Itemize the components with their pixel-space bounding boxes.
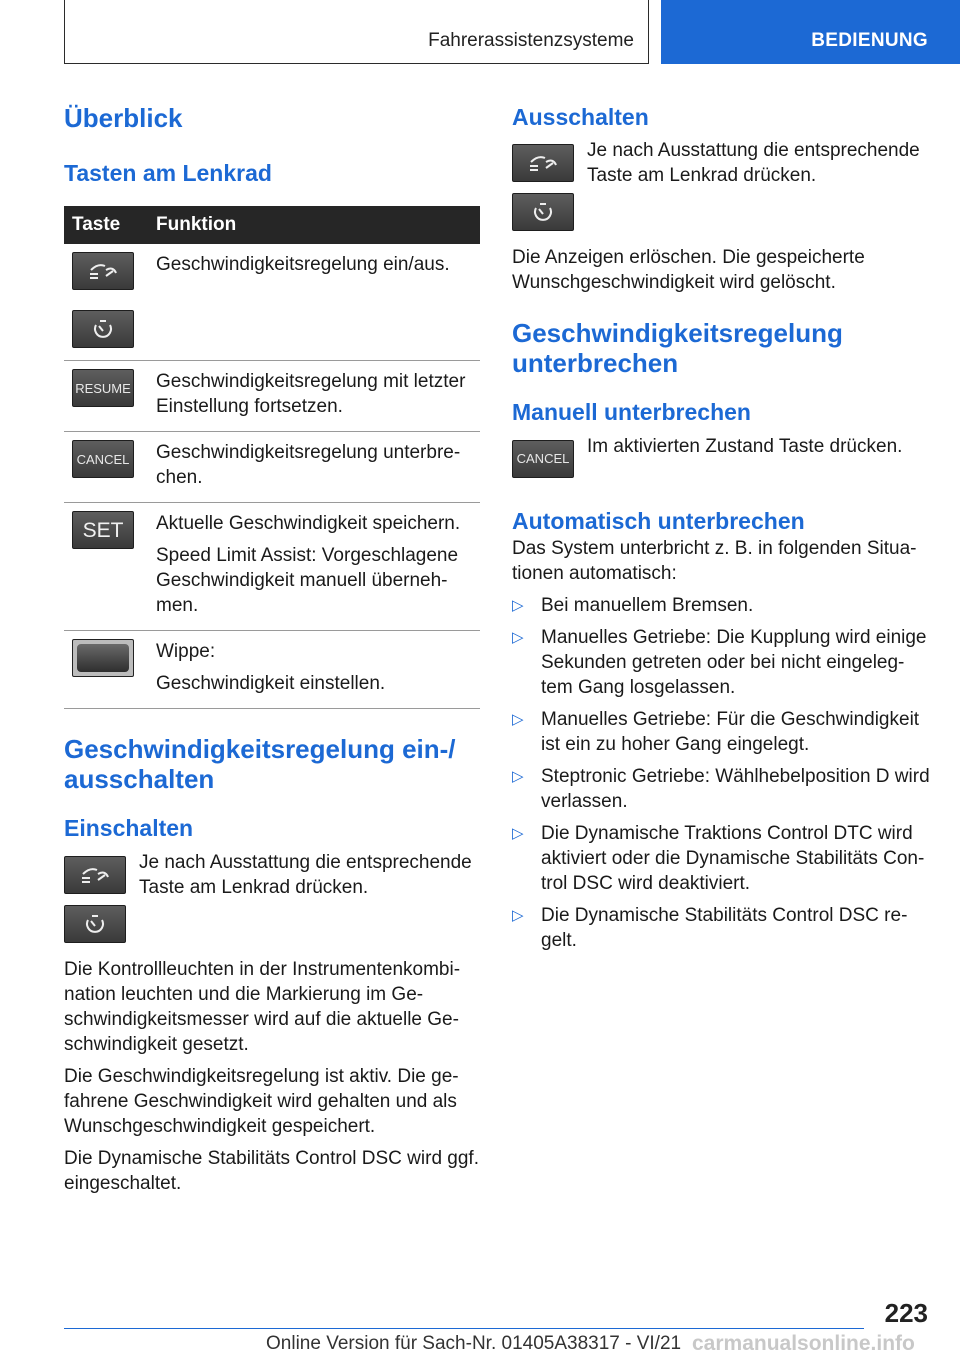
bullet-triangle-icon: ▷ xyxy=(512,907,524,925)
switch-off-instruction xyxy=(512,140,930,231)
paragraph: Das System unterbricht z. B. in folgenden Situa-tionen automatisch: xyxy=(512,538,917,585)
function-text: Geschwindigkeitsregelung ein/aus. xyxy=(156,254,450,276)
footer-version: Online Version für Sach-Nr. 01405A38317 - VI/21 xyxy=(266,1333,682,1354)
heading-steering-wheel-buttons: Tasten am Lenkrad xyxy=(64,159,272,186)
cancel-button-image: CANCEL xyxy=(72,440,134,478)
footer-divider xyxy=(64,1328,864,1329)
bullet-triangle-icon: ▷ xyxy=(512,825,524,843)
bullet-triangle-icon: ▷ xyxy=(512,597,524,615)
table-row xyxy=(64,244,480,361)
instruction-text: Je nach Ausstattung die entsprechende Taste am Lenkrad drücken. xyxy=(587,140,920,187)
interrupt-situations-list xyxy=(512,593,930,953)
paragraph: Die Kontrollleuchten in der Instrumentenkombi-nation leuchten und die Markierung im Ge-schwindigkeitsmesser wird auf die aktuelle Ge-schwindigkeit gesetzt. xyxy=(64,958,461,1055)
table-row xyxy=(64,631,480,709)
table-row xyxy=(64,503,480,631)
table-row xyxy=(64,361,480,432)
cancel-button-image: CANCEL xyxy=(512,440,574,478)
paragraph: Die Dynamische Stabilitäts Control DSC wird ggf. eingeschaltet. xyxy=(64,1147,479,1194)
function-text: Aktuelle Geschwindigkeit speichern. xyxy=(156,513,461,535)
list-item: ▷ Die Dynamische Stabilitäts Control DSC re-gelt. xyxy=(512,905,908,952)
cruise-control-icon xyxy=(72,310,134,348)
header-section-box xyxy=(661,0,960,64)
function-text: Speed Limit Assist: Vorgeschlagene Geschwindigkeit manuell überneh-men. xyxy=(156,545,459,617)
header-chapter-box xyxy=(64,0,649,64)
section-title: BEDIENUNG xyxy=(811,30,928,51)
speed-limiter-icon xyxy=(64,856,126,894)
rocker-icon xyxy=(72,639,134,677)
heading-cruise-interrupt: Geschwindigkeitsregelung unterbrechen xyxy=(512,318,843,379)
instruction-text: Im aktivierten Zustand Taste drücken. xyxy=(587,435,903,457)
function-text: Geschwindigkeitsregelung mit letzter Einstellung fortsetzen. xyxy=(156,371,466,418)
watermark: carmanualsonline.info xyxy=(692,1332,915,1355)
bullet-triangle-icon: ▷ xyxy=(512,768,524,786)
cruise-control-icon xyxy=(64,905,126,943)
function-text: Geschwindigkeitsregelung unterbre-chen. xyxy=(156,442,461,489)
bullet-triangle-icon: ▷ xyxy=(512,711,524,729)
heading-overview: Überblick xyxy=(64,103,183,133)
heading-manual-interrupt: Manuell unterbrechen xyxy=(512,399,751,426)
set-button-image: SET xyxy=(72,511,134,549)
paragraph: Die Geschwindigkeitsregelung ist aktiv. Die ge-fahrene Geschwindigkeit wird gehalten und als Wunschgeschwindigkeit gespeichert. xyxy=(64,1065,459,1137)
page-number: 223 xyxy=(884,1298,928,1328)
table-row xyxy=(64,432,480,503)
list-item: ▷ Steptronic Getriebe: Wählhebelposition D wird verlassen. xyxy=(512,766,930,813)
speed-limiter-icon xyxy=(72,252,134,290)
heading-auto-interrupt: Automatisch unterbrechen xyxy=(512,507,805,534)
list-item: ▷ Die Dynamische Traktions Control DTC wird aktiviert oder die Dynamische Stabilitäts Con-trol DSC wird deaktiviert. xyxy=(512,823,925,895)
table-header-button: Taste xyxy=(64,206,156,244)
chapter-title: Fahrerassistenzsysteme xyxy=(428,30,634,51)
cruise-control-icon xyxy=(512,193,574,231)
resume-button-image: RESUME xyxy=(72,369,134,407)
manual-interrupt-instruction xyxy=(512,435,930,478)
list-item: ▷ Manuelles Getriebe: Die Kupplung wird einige Sekunden getreten oder bei nicht eingeleg-tem Gang losgelassen. xyxy=(512,627,927,699)
table-header-function: Funktion xyxy=(156,206,480,244)
instruction-text: Je nach Ausstattung die entsprechende Taste am Lenkrad drücken. xyxy=(139,851,472,898)
paragraph: Die Anzeigen erlöschen. Die gespeicherte Wunschgeschwindigkeit wird gelöscht. xyxy=(512,247,865,294)
function-text: Geschwindigkeit einstellen. xyxy=(156,673,386,695)
function-table xyxy=(64,206,480,709)
left-column xyxy=(64,100,480,1196)
heading-switch-off: Ausschalten xyxy=(512,104,649,130)
heading-cruise-onoff: Geschwindigkeitsregelung ein-/ ausschalten xyxy=(64,734,456,795)
heading-switch-on: Einschalten xyxy=(64,815,194,842)
list-item: ▷ Bei manuellem Bremsen. xyxy=(512,595,754,617)
right-column xyxy=(512,100,930,953)
switch-on-instruction xyxy=(64,851,480,943)
list-item: ▷ Manuelles Getriebe: Für die Geschwindigkeit ist ein zu hoher Gang eingelegt. xyxy=(512,709,920,756)
function-text: Wippe: xyxy=(156,641,216,663)
bullet-triangle-icon: ▷ xyxy=(512,629,524,647)
speed-limiter-icon xyxy=(512,144,574,182)
